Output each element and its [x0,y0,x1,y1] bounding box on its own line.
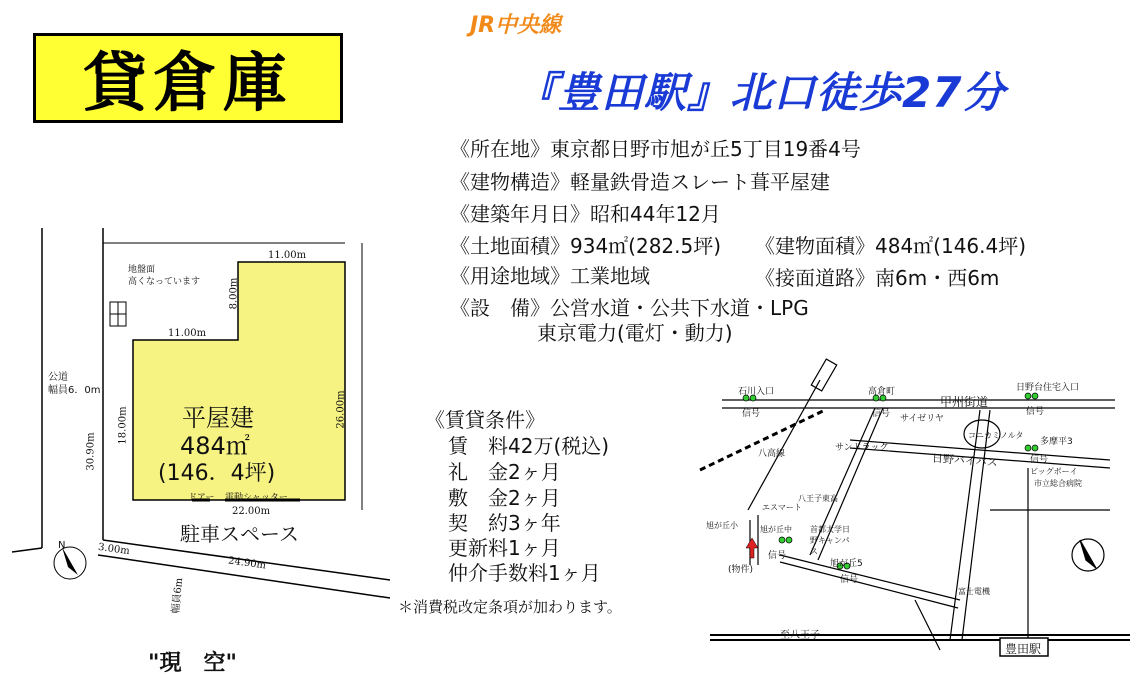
map-hinodai: 日野台住宅入口 [1016,383,1080,393]
map-property-label: (物件) [728,565,754,575]
dim-mid: 11.00m [168,328,207,339]
dim-lot-bottom-b: 24.90m [227,555,267,572]
road-west-label: 公道 [48,372,68,383]
map-koshu: 甲州街道 [940,395,989,409]
page-title: 貸倉庫 [83,47,293,121]
conditions-heading: 《賃貸条件》 [425,408,545,432]
info-land-area: 《土地面積》934㎡(282.5坪) [450,234,722,258]
info-zoning: 《用途地域》工業地域 [450,264,650,288]
dim-left: 18.00m [117,406,129,445]
area-map [690,350,1147,690]
building-type: 平屋建 [182,404,254,432]
map-hino-bypass: 日野バイパス [931,451,999,470]
ground-note-2: 高くなっています [128,277,201,287]
map-takakura: 高倉町 [868,387,896,397]
info-location: 《所在地》東京都日野市旭が丘5丁目19番4号 [450,137,861,161]
map-to-hachioji: 至八王子 [780,630,820,641]
vacancy-status: "現 空" [148,651,237,676]
map-signal-5: 信号 [768,551,787,561]
map-signal-2: 信号 [872,409,891,419]
dim-bottom: 22.00m [232,506,271,517]
train-line-label: JR中央線 [470,13,562,38]
station-headline: 『豊田駅』北口徒歩27分 [515,68,1006,117]
map-sundrug: サンドラッグ [835,443,889,453]
dim-upper-side: 8.00m [228,277,240,310]
info-facilities-2: 東京電力(電灯・動力) [537,321,733,345]
building-area-label: 484㎡ [180,432,250,460]
info-built: 《建築年月日》昭和44年12月 [450,202,721,226]
dim-top: 11.00m [268,250,307,261]
map-university: 首都大学日野キャンパス [810,525,850,556]
map-signal-1: 信号 [742,409,761,419]
map-bigboy: ビッグボーイ [1030,467,1078,476]
map-hospital: 市立総合病院 [1034,479,1082,488]
property-marker [746,538,758,558]
condition-contract: 契 約3ヶ年 [448,511,561,535]
info-building-area: 《建物面積》484㎡(146.4坪) [755,234,1027,258]
map-toyoda-station: 豊田駅 [1005,642,1042,656]
condition-key-money: 礼 金2ヶ月 [448,460,561,484]
door-label: ドアー [188,493,215,503]
map-hachioji-higashi: 八王子東高 [798,494,838,503]
dim-lot-left: 30.90m [85,432,97,471]
info-road: 《接面道路》南6m・西6m [755,266,1000,290]
tax-note: ＊消費税改定条項が加わります。 [398,598,622,616]
road-south-width: 幅員6m [170,577,186,615]
map-ishikawa: 石川入口 [738,387,775,397]
dim-right: 26.00m [335,390,347,429]
map-saizeriya: サイゼリヤ [900,414,944,424]
road-corner [12,548,42,552]
condition-deposit: 敷 金2ヶ月 [448,486,561,510]
north-label-plan: N [58,540,66,551]
map-konica: コニカミノルタ [968,431,1024,440]
map-asahigaoka-elem: 旭が丘小 [706,521,738,530]
map-signal-3: 信号 [1026,407,1045,417]
info-structure: 《建物構造》軽量鉄骨造スレート葺平屋建 [450,170,830,194]
ground-note-1: 地盤面 [128,265,156,275]
road-west-width: 幅員6．0m [48,385,101,396]
condition-brokerage: 仲介手数料1ヶ月 [448,561,601,585]
parking-label: 駐車スペース [180,522,299,546]
condition-renewal: 更新料1ヶ月 [448,536,561,560]
dim-lot-bottom-a: 3.00m [97,541,131,558]
condition-rent: 賃 料42万(税込) [448,434,610,458]
map-asahigaoka-middle: 旭が丘中 [760,525,792,534]
info-facilities-1: 《設 備》公営水道・公共下水道・LPG [450,296,809,320]
map-fuji-electric: 富士電機 [958,587,990,596]
map-es-mart: エスマート [762,503,802,512]
map-rail-line: 八高線 [758,449,786,459]
building-tsubo-label: (146．4坪) [158,461,276,486]
map-signal-4: 信号 [1030,455,1049,465]
map-signal-6: 信号 [840,575,859,585]
shutter-label: 電動シャッター [225,493,288,503]
map-tamadaira: 多摩平3 [1040,437,1073,447]
map-asahigaoka5: 旭が丘5 [830,559,863,569]
